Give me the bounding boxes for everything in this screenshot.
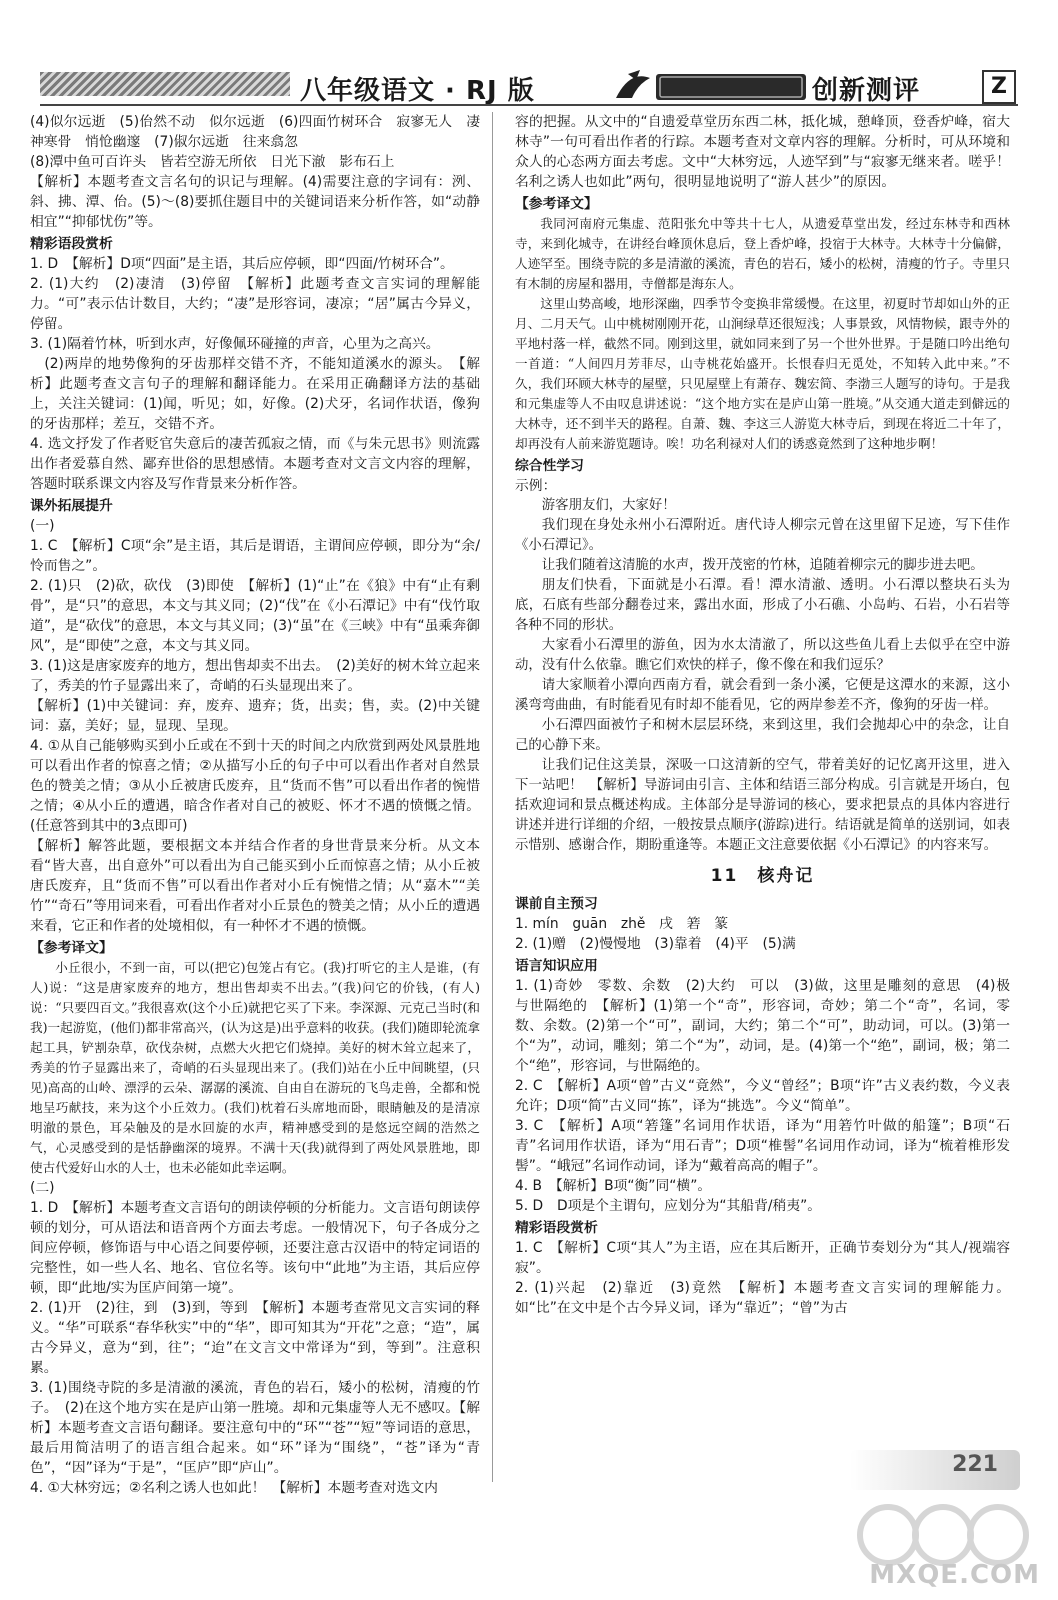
text-paragraph: 小石潭四面被竹子和树木层层环绕，来到这里，我们会抛却心中的杂念，让自己的心静下来。 — [515, 718, 1010, 753]
text-paragraph: 让我们记住这美景，深吸一口这清新的空气，带着美好的记忆离开这里，进入下一站吧！ 【解析】导游词由引言、主体和结语三部分构成。引言就是开场白，包括欢迎词和景点概述构成。主体部分是导游词的核心，要求把景点的具体内容进行讲述并进行详细的介绍，一般按景点顺序(游踪)进行。结语就是简单的送别词，如表示惜别、感谢合作，期盼重逢等。本题正文注意要依据《小石潭记》的内容来写。 — [515, 758, 1010, 853]
text-paragraph: 1. mín guān zhě 戌 箬 篆 — [515, 916, 729, 932]
text-paragraph: (一) — [30, 518, 55, 534]
text-paragraph: 3. (1)隔着竹林，听到水声，好像佩环碰撞的声音，心里为之高兴。 — [30, 336, 440, 352]
section-heading: 课前自主预习 — [515, 896, 598, 912]
section-heading: 精彩语段赏析 — [515, 1220, 598, 1236]
header-rule — [40, 104, 1018, 106]
text-paragraph: (4)似尔远逝 (5)佁然不动 似尔远逝 (6)四面竹树环合 寂寥无人 凄神寒骨 悄怆幽邃 (7)俶尔远逝 往来翕忽 — [30, 114, 480, 150]
text-paragraph: 1. C 【解析】C项“余”是主语，其后是谓语，主谓间应停顿，即分为“余/怜而售之”。 — [30, 538, 480, 574]
text-paragraph: 示例： — [515, 478, 557, 494]
section-heading: 【参考译文】 — [30, 940, 113, 956]
text-paragraph: 大家看小石潭里的游鱼，因为水太清澈了，所以这些鱼儿看上去似乎在空中游动，没有什么依靠。瞧它们欢快的样子，像不像在和我们逗乐？ — [515, 638, 1010, 673]
text-paragraph: 【解析】(1)中关键词：弃，废弃、遗弃；货，出卖；售，卖。(2)中关键词：嘉，美好；显，显现、呈现。 — [30, 698, 480, 734]
text-paragraph: 请大家顺着小潭向西南方看，就会看到一条小溪，它便是这潭水的来源，这小溪弯弯曲曲，有时能看见有时却不能看见，它的两岸参差不齐，像狗的牙齿一样。 — [515, 678, 1010, 713]
text-paragraph: 这里山势高峻，地形深幽，四季节令变换非常缓慢。在这里，初夏时节却如山外的正月、二月天气。山中桃树刚刚开花，山涧绿草还很短浅；人事景致，风情物候，跟寺外的平地村落一样，截然不同。刚到这里，就如同来到了另一个世外世界。于是随口吟出绝句一首道：“人间四月芳菲尽，山寺桃花始盛开。长恨春归无觅处，不知转入此中来。”不久，我们环顾大林寺的屋壁，只见屋壁上有萧存、魏宏简、李渤三人题写的诗句。于是我和元集虚等人不由叹息讲述说：“这个地方实在是庐山第一胜境。”从交通大道走到僻远的大林寺，还不到半天的路程。自萧、魏、李这三人游览大林寺后，到现在将近二十年了，却再没有人前来游览题诗。唉！功名利禄对人们的诱惑竟然到了这种地步啊！ — [515, 296, 1010, 451]
series-logo-icon — [610, 68, 810, 104]
page-number: 221 — [952, 1452, 998, 1477]
text-paragraph: (2)两岸的地势像狗的牙齿那样交错不齐，不能知道溪水的源头。 【解析】此题考查文言句子的理解和翻译能力。在采用正确翻译方法的基础上，关注关键词：(1)闻，听见；如，好像。(2)犬牙，名词作状语，像狗的牙齿那样；差互，交错不齐。 — [30, 356, 480, 432]
left-column — [30, 112, 480, 1498]
text-paragraph: 容的把握。从文中的“自遗爱草堂历东西二林，抵化城，憩峰顶，登香炉峰，宿大林寺”一句可看出作者的行踪。本题考查对文章内容的理解。分析时，可从环境和众人的心态两方面去考虑。文中“大林穷远，人迹罕到”与“寂寥无继来者。嗟乎！名利之诱人也如此”两句，很明显地说明了“游人甚少”的原因。 — [515, 114, 1010, 190]
section-heading: 综合性学习 — [515, 458, 584, 474]
header-stripe-decoration — [40, 72, 290, 96]
section-heading: 语言知识应用 — [515, 958, 598, 974]
right-column — [515, 112, 1024, 1318]
brand-name: 创新测评 — [812, 76, 921, 106]
text-paragraph: 4. B 【解析】B项“衡”同“横”。 — [515, 1178, 712, 1194]
text-paragraph: (二) — [30, 1180, 55, 1196]
text-paragraph: 朋友们快看，下面就是小石潭。看！潭水清澈、透明。小石潭以整块石头为底，石底有些部分翻卷过来，露出水面，形成了小石礁、小岛屿、石岩，小石岩等各种不同的形状。 — [515, 578, 1010, 633]
text-paragraph: 3. C 【解析】A项“箬篷”名词用作状语，译为“用箬竹叶做的船篷”；B项“石青”名词用作状语，译为“用石青”；D项“椎髻”名词用作动词，译为“梳着椎形发髻”。“峨冠”名词作动词，译为“戴着高高的帽子”。 — [515, 1118, 1010, 1174]
text-paragraph: 【解析】本题考查文言名句的识记与理解。(4)需要注意的字词有：洌、斜、拂、潭、佁。(5)～(8)要抓住题目中的关键词语来分析作答，如“动静相宜”“抑郁忧伤”等。 — [30, 174, 480, 230]
text-paragraph: 1. C 【解析】C项“其人”为主语，应在其后断开，正确节奏划分为“其人/视端容寂”。 — [515, 1240, 1010, 1276]
text-paragraph: 1. D 【解析】本题考查文言语句的朗读停顿的分析能力。文言语句朗读停顿的划分，可从语法和语音两个方面去考虑。一般情况下，句子各成分之间应停顿，修饰语与中心语之间要停顿，还要注意古汉语中的特定词语的完整性，如一些人名、地名、官位名等。该句中“此地”为主语，其后应停顿，即“此地/实为匡庐间第一境”。 — [30, 1200, 480, 1296]
text-paragraph: 【解析】解答此题，要根据文本并结合作者的身世背景来分析。从文本看“皆大喜，出自意外”可以看出为自己能买到小丘而惊喜之情；从小丘被唐氏废弃，且“货而不售”可以看出作者对小丘有惋惜之情；从“嘉木”“美竹”“奇石”等用词来看，可看出作者对小丘景色的赞美之情；从小丘的遭遇来看，它正和作者的处境相似，有一种怀才不遇的愤慨。 — [30, 838, 480, 934]
text-paragraph: 我同河南府元集虚、范阳张允中等共十七人，从遗爱草堂出发，经过东林寺和西林寺，来到化城寺，在讲经台峰顶休息后，登上香炉峰，投宿于大林寺。大林寺十分偏僻，人迹罕至。围绕寺院的多是清澈的溪流，青色的岩石，矮小的松树，清瘦的竹子。寺里只有木制的房屋和器用，寺僧都是海东人。 — [515, 216, 1010, 291]
column-divider — [492, 112, 493, 1482]
text-paragraph: 3. (1)这是唐家废弃的地方，想出售却卖不出去。 (2)美好的树木耸立起来了，秀美的竹子显露出来了，奇峭的石头显现出来了。 — [30, 658, 480, 694]
text-paragraph: 1. (1)奇妙 零数、余数 (2)大约 可以 (3)做，这里是雕刻的意思 (4)极 与世隔绝的 【解析】(1)第一个“奇”，形容词，奇妙；第二个“奇”，名词，零数、余数。(2)第一个“可”，副词，大约；第二个“可”，助动词，可以。(3)第一个“为”，动词，雕刻；第二个“为”，动词，是。(4)第一个“绝”，副词，极；第二个“绝”，形容词，与世隔绝的。 — [515, 978, 1024, 1074]
text-paragraph: 小丘很小，不到一亩，可以(把它)包笼占有它。(我)打听它的主人是谁，(有人)说：“这是唐家废弃的地方，想出售却卖不出去。”(我)问它的价钱，(有人)说：“只要四百文。”我很喜欢(这个小丘)就把它买了下来。李深源、元克己当时(和我)一起游览，(他们)都非常高兴，(认为这是)出乎意料的收获。(我们)随即轮流拿起工具，铲割杂草，砍伐杂树，点燃大火把它们烧掉。美好的树木耸立起来了，秀美的竹子显露出来了，奇峭的石头显现出来了。(我们)站在小丘中间眺望，(只见)高高的山岭、漂浮的云朵、潺潺的溪流、自由自在游玩的飞鸟走兽，全都和悦地呈巧献技，来为这个小丘效力。(我们)枕着石头席地而卧，眼睛触及的是清凉明澈的景色，耳朵触及的是水回旋的水声，精神感受到的是悠远空阔的浩然之气，心灵感受到的是恬静幽深的境界。不满十天(我)就得到了两处风景胜地，即使古代爱好山水的人士，也未必能如此幸运啊。 — [30, 960, 480, 1175]
text-paragraph: 2. (1)开 (2)往，到 (3)到，等到 【解析】本题考查常见文言实词的释义。“华”可联系“春华秋实”中的“华”，即可知其为“开花”之意；“造”，属古今异义，意为“到，往”；“迨”在文言文中常译为“到，等到”。注意积累。 — [30, 1300, 480, 1376]
text-paragraph: 1. D 【解析】D项“四面”是主语，其后应停顿，即“四面/竹树环合”。 — [30, 256, 454, 272]
text-paragraph: 2. (1)大约 (2)凄清 (3)停留 【解析】此题考查文言实词的理解能力。“可”表示估计数目，大约；“凄”是形容词，凄凉；“居”属古今异义，停留。 — [30, 276, 480, 332]
book-title: 八年级语文 · RJ 版 — [300, 76, 535, 106]
edition-badge: Z — [982, 70, 1016, 104]
text-paragraph: (8)潭中鱼可百许头 皆若空游无所依 日光下澈 影布石上 — [30, 154, 395, 170]
section-heading: 课外拓展提升 — [30, 498, 113, 514]
section-heading: 精彩语段赏析 — [30, 236, 113, 252]
text-paragraph: 3. (1)围绕寺院的多是清澈的溪流，青色的岩石，矮小的松树，清瘦的竹子。 (2)在这个地方实在是庐山第一胜境。却和元集虚等人无不感叹。【解析】本题考查文言语句翻译。要注意句中的“环”“苍”“短”等词语的意思，最后用简洁明了的语言组合起来。如“环”译为“围绕”，“苍”译为“青色”，“因”译为“于是”，“匡庐”即“庐山”。 — [30, 1380, 480, 1476]
text-paragraph: 我们现在身处永州小石潭附近。唐代诗人柳宗元曾在这里留下足迹，写下佳作《小石潭记》。 — [515, 518, 1010, 553]
text-paragraph: 游客朋友们，大家好！ — [541, 498, 676, 513]
chapter-title: 11 核舟记 — [710, 866, 815, 886]
page-header — [0, 0, 1058, 112]
text-paragraph: 4. 选文抒发了作者贬官失意后的凄苦孤寂之情，而《与朱元思书》则流露出作者爱慕自然、鄙弃世俗的思想感情。本题考查对文言文内容的理解，答题时联系课文内容及写作背景来分析作答。 — [30, 436, 480, 492]
text-paragraph: 4. ①大林穷远；②名利之诱人也如此！ 【解析】本题考查对选文内 — [30, 1480, 438, 1496]
text-paragraph: 2. (1)兴起 (2)靠近 (3)竟然 【解析】本题考查文言实词的理解能力。如“比”在文中是个古今异义词，译为“靠近”；“曾”为古 — [515, 1280, 1010, 1316]
text-paragraph: 2. (1)赠 (2)慢慢地 (3)靠着 (4)平 (5)满 — [515, 936, 796, 952]
section-heading: 【参考译文】 — [515, 196, 598, 212]
watermark-url: MXQE.COM — [869, 1560, 1040, 1590]
text-paragraph: 让我们随着这清脆的水声，拨开茂密的竹林，追随着柳宗元的脚步进去吧。 — [541, 558, 984, 573]
text-paragraph: 2. C 【解析】A项“曾”古义“竟然”，今义“曾经”；B项“许”古义表约数，今义表允许；D项“简”古义同“拣”，译为“挑选”。今义“简单”。 — [515, 1078, 1010, 1114]
text-paragraph: 5. D D项是个主谓句，应划分为“其船背/稍夷”。 — [515, 1198, 822, 1214]
text-paragraph: 2. (1)只 (2)砍，砍伐 (3)即使 【解析】(1)“止”在《狼》中有“止有剩骨”，是“只”的意思，本文与其义同；(2)“伐”在《小石潭记》中有“伐竹取道”，是“砍伐”的意思，本文与其义同；(3)“虽”在《三峡》中有“虽乘奔御风”，是“即使”之意，本文与其义同。 — [30, 578, 480, 654]
text-paragraph: 4. ①从自己能够购买到小丘或在不到十天的时间之内欣赏到两处风景胜地可以看出作者的惊喜之情；②从描写小丘的句子中可以看出作者对自然景色的赞美之情；③从小丘被唐氏废弃，且“货而不售”可以看出作者的惋惜之情；④从小丘的遭遇，暗含作者对自己的被贬、怀才不遇的愤慨之情。(任意答到其中的3点即可) — [30, 738, 480, 834]
